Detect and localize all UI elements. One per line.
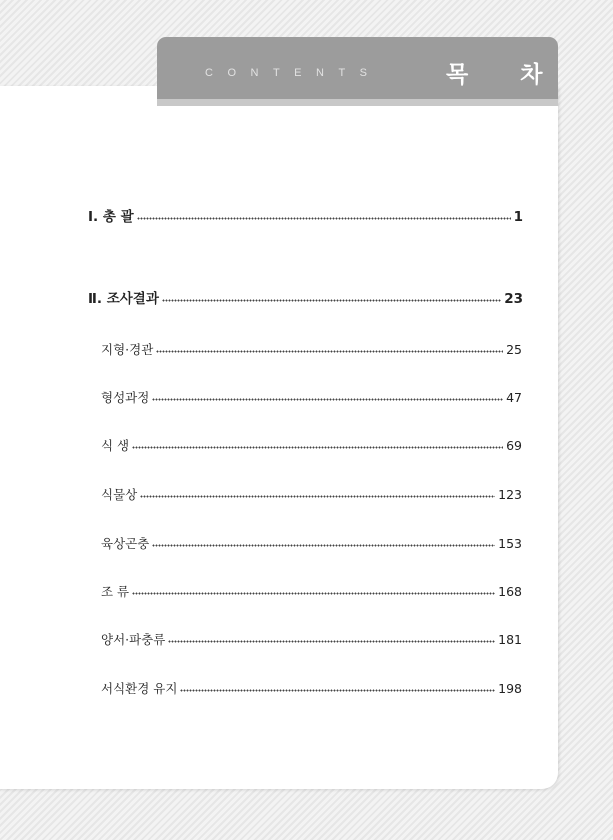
toc-entry-title: Ⅱ. 조사결과: [88, 291, 159, 307]
toc-entry-birds[interactable]: [101, 582, 522, 600]
toc-entry-title: 양서·파충류: [101, 632, 166, 647]
toc-entry-title: 식 생: [101, 438, 130, 453]
toc-page-number: 23: [504, 291, 523, 307]
toc-page-number: 198: [498, 681, 522, 696]
toc-dot-leader: [162, 298, 501, 302]
toc-page-number: 47: [506, 390, 522, 405]
toc-entry-vegetation[interactable]: [101, 436, 522, 454]
page-title: 목 차: [446, 62, 565, 88]
toc-entry-title: 육상곤충: [101, 536, 150, 551]
header-underline-bar: [157, 99, 558, 106]
toc-dot-leader: [180, 688, 495, 692]
toc-entry-general[interactable]: [88, 205, 523, 225]
toc-dot-leader: [152, 543, 495, 547]
toc-dot-leader: [132, 591, 495, 595]
contents-label: CONTENTS: [205, 67, 382, 79]
toc-entry-title: 지형·경관: [101, 342, 154, 357]
toc-dot-leader: [140, 494, 495, 498]
toc-dot-leader: [137, 216, 511, 220]
toc-entry-survey-results[interactable]: [88, 287, 523, 307]
toc-page-number: 1: [513, 209, 523, 225]
toc-page-number: 25: [506, 342, 522, 357]
toc-entry-title: 서식환경 유지: [101, 681, 178, 696]
toc-dot-leader: [132, 445, 503, 449]
toc-dot-leader: [168, 639, 495, 643]
toc-entry-formation-process[interactable]: [101, 388, 522, 406]
toc-entry-title: 조 류: [101, 584, 130, 599]
toc-entry-habitat-maintenance[interactable]: [101, 679, 522, 697]
toc-dot-leader: [152, 397, 503, 401]
toc-entry-terrain-landscape[interactable]: [101, 340, 522, 358]
toc-entry-terrestrial-insects[interactable]: [101, 534, 522, 552]
toc-page-number: 168: [498, 584, 522, 599]
toc-entry-title: Ⅰ. 총 괄: [88, 209, 134, 225]
toc-page-number: 181: [498, 632, 522, 647]
toc-page-number: 153: [498, 536, 522, 551]
toc-entry-title: 식물상: [101, 487, 138, 502]
toc-entry-flora[interactable]: [101, 485, 522, 503]
toc-page-number: 123: [498, 487, 522, 502]
toc-entry-amphibians-reptiles[interactable]: [101, 630, 522, 648]
toc-entry-title: 형성과정: [101, 390, 150, 405]
toc-dot-leader: [156, 349, 503, 353]
toc-page-number: 69: [506, 438, 522, 453]
